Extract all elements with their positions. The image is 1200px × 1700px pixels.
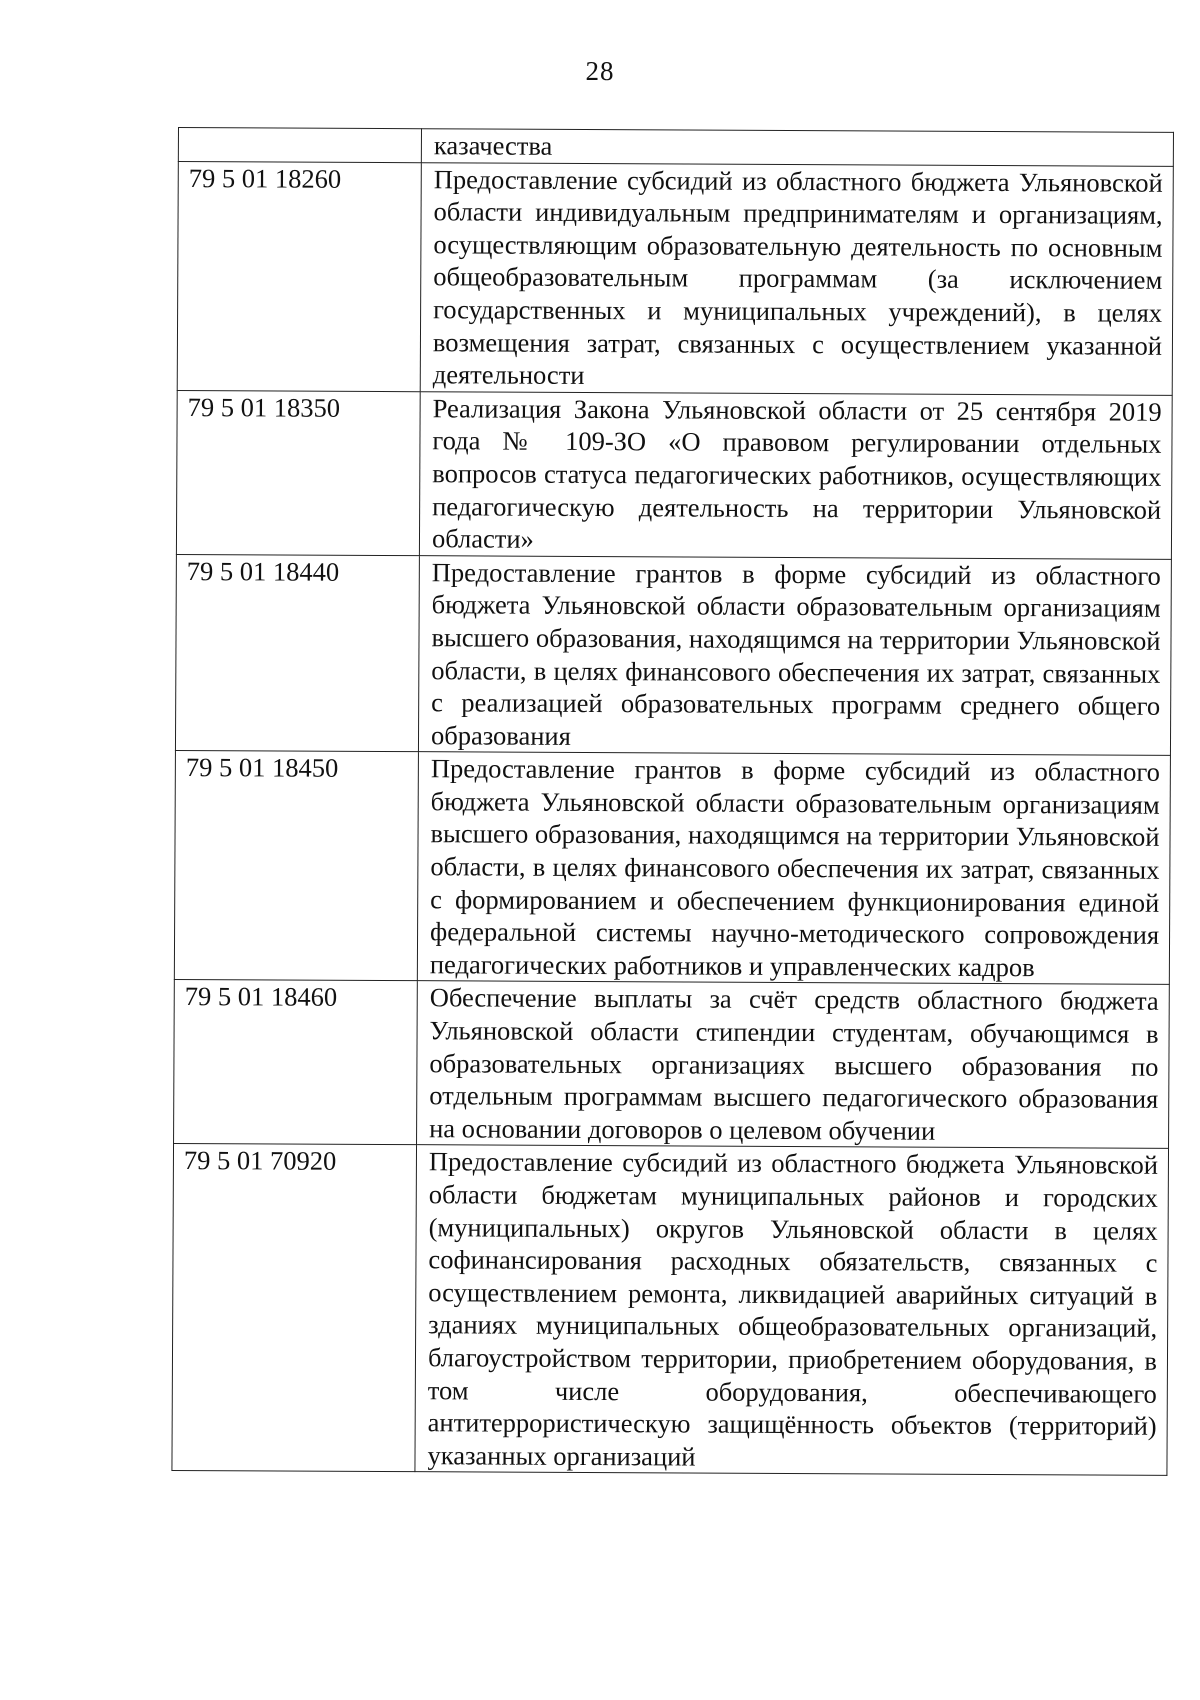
row-code: 79 5 01 18460 — [174, 980, 418, 1145]
row-code: 79 5 01 18260 — [177, 161, 421, 391]
row-description: Предоставление субсидий из областного бюджета Ульяновской области бюджетам муниципальных районов и городских (муниципальных) округов Ульяновской области в целях софинансирования расходных обязательств, связанных с осуществлением ремонта, ликвидацией аварийных ситуаций в зданиях муниципальных общеобразовательных организаций, благоустройством территории, приобретением оборудования, в том числе оборудования, обеспечивающего антитеррористическую защищённость объектов (территорий) указанных организаций — [415, 1145, 1169, 1476]
row-description: Предоставление субсидий из областного бюджета Ульяновской области индивидуальным предпринимателям и организациям, осуществляющим образовательную деятельность по основным общеобразовательным программам (за исключением государственных и муниципальных учреждений), в целях возмещения затрат, связанных с осуществлением указанной деятельности — [420, 162, 1173, 395]
row-code: 79 5 01 70920 — [172, 1144, 417, 1472]
row-code: 79 5 01 18350 — [176, 390, 420, 555]
row-description: Предоставление грантов в форме субсидий из областного бюджета Ульяновской области образовательным организациям высшего образования, находящимся на территории Ульяновской области, в целях финансового обеспечения их затрат, связанных с реализацией образовательных программ среднего общего образования — [418, 555, 1171, 755]
table-row — [177, 161, 1173, 395]
table-row — [174, 751, 1170, 985]
classification-table — [171, 127, 1174, 1476]
row-description: Обеспечение выплаты за счёт средств областного бюджета Ульяновской области стипендии студентам, обучающимся в образовательных организациях высшего образования по отдельным программам высшего педагогического образования на основании договоров о целевом обучении — [417, 981, 1170, 1149]
row-code: 79 5 01 18450 — [174, 751, 418, 981]
row-description: Предоставление грантов в форме субсидий из областного бюджета Ульяновской области образовательным организациям высшего образования, находящимся на территории Ульяновской области, в целях финансового обеспечения их затрат, связанных с формированием и обеспечением функционирования единой федеральной системы научно-методического сопровождения педагогических работников и управленческих кадров — [417, 752, 1170, 985]
table-row — [174, 980, 1170, 1149]
row-code — [178, 128, 421, 163]
table-row — [176, 390, 1172, 559]
row-description: Реализация Закона Ульяновской области от 25 сентября 2019 года № 109-ЗО «О правовом регулировании отдельных вопросов статуса педагогических работников, осуществляющих педагогическую деятельность на территории Ульяновской области» — [419, 391, 1172, 559]
row-description: казачества — [421, 129, 1173, 166]
row-code: 79 5 01 18440 — [175, 554, 419, 752]
table-row — [172, 1144, 1169, 1476]
table-row — [175, 554, 1171, 755]
page-number: 28 — [585, 56, 615, 86]
table-row — [178, 128, 1173, 166]
